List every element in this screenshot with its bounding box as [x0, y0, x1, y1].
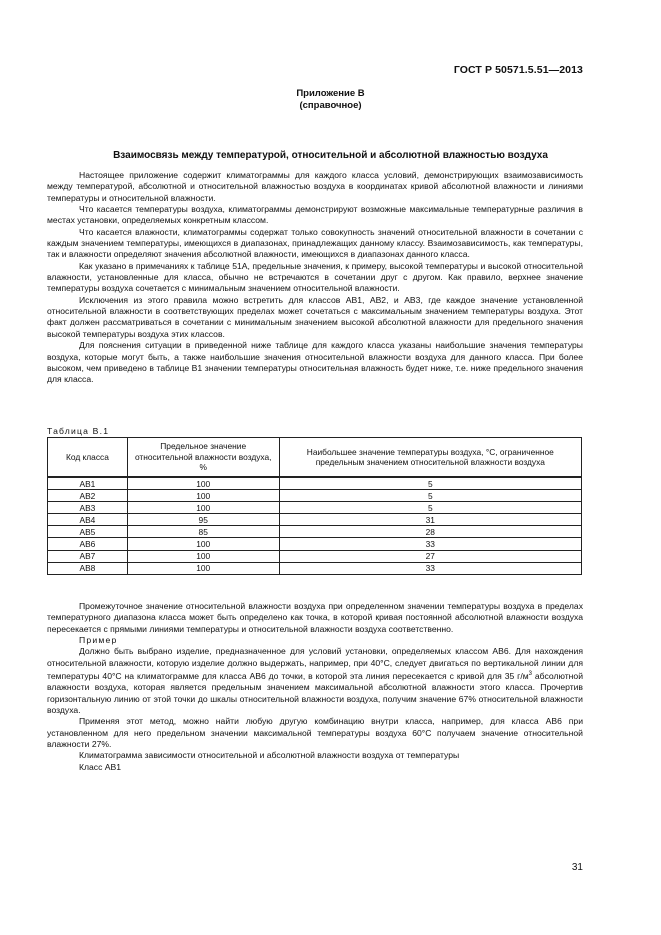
table-cell: 31: [279, 514, 581, 526]
table-cell: 100: [127, 490, 279, 502]
paragraph: Применяя этот метод, можно найти любую другую комбинацию внутри класса, например, для класса АВ6 при установленном для него предельном значении максимальной температуры воздуха 60°С получаем значение относительной влажности 27%.: [47, 716, 583, 749]
table-cell: АВ2: [48, 490, 128, 502]
class-label: Класс АВ1: [79, 761, 122, 772]
table-cell: АВ6: [48, 538, 128, 550]
example-paragraph: [47, 646, 583, 716]
table-cell: АВ3: [48, 502, 128, 514]
table-cell: 5: [279, 477, 581, 490]
table-cell: 5: [279, 490, 581, 502]
superscript: 3: [528, 671, 532, 678]
example-text: абсолютной влажности воздуха, которая является предельным значением максимальной абсолютной влажности этого класса. Прочертив горизонтальную линию от этой точки до шкалы относительной влажности воздуха, получим значение 67% относительной влажности воздуха.: [47, 670, 584, 715]
example-text: Должно быть выбрано изделие, предназначенное для условий установки, определяемых классом АВ6. Для нахождения относительной влажности, которую изделие должно выдержать, например, при 40°С, следует двигаться по вертикальной линии для температуры 40°С на климатограмме для класса АВ6 до точки, в которой эта линия пересекается с кривой для 35 г/м: [47, 646, 583, 681]
column-header: Наибольшее значение температуры воздуха, °С, ограниченное предельным значением относительной влажности воздуха: [279, 438, 581, 478]
document-code: ГОСТ Р 50571.5.51—2013: [453, 64, 583, 76]
table-cell: АВ4: [48, 514, 128, 526]
table-cell: 100: [127, 562, 279, 574]
explanation-text: [47, 601, 583, 773]
table-row: [48, 538, 582, 550]
table-cell: АВ8: [48, 562, 128, 574]
table-cell: 28: [279, 526, 581, 538]
column-header: Код класса: [48, 438, 128, 478]
table-row: [48, 550, 582, 562]
paragraph: Для пояснения ситуации в приведенной ниже таблице для каждого класса указаны наибольшие значения температуры воздуха, которые могут быть, а также наибольшие значения относительной влажности воздуха для данного класса. При более высоком, чем приведено в таблице В1 значении температуры относительная влажность будет ниже, т.е. ниже предельного значения для класса.: [47, 340, 583, 385]
table-row: [48, 526, 582, 538]
table-cell: 95: [127, 514, 279, 526]
annex-heading: [0, 88, 661, 112]
table-cell: 27: [279, 550, 581, 562]
paragraph: Исключения из этого правила можно встретить для классов АВ1, АВ2, и АВ3, где каждое значение установленной относительной влажности в соответствующих пределах может сочетаться с максимальным значением температуры воздуха. Этот факт должен рассматриваться в сочетании с минимальным значением высокой абсолютной влажности для предельного значения высокой температуры воздуха этих классов.: [47, 294, 583, 339]
paragraph: Как указано в примечаниях к таблице 51А, предельные значения, к примеру, высокой температуры и высокой относительной влажности, установленные для класса, обычно не встречаются в сочетании друг с другом. Как правило, верхнее значение температуры воздуха сочетается с минимальным значением относительной влажности.: [47, 260, 583, 294]
table-cell: 100: [127, 477, 279, 490]
paragraph: Промежуточное значение относительной влажности воздуха при определенном значении температуры воздуха в пределах температурного диапазона класса может быть определено как точка, в которой кривая постоянной абсолютной влажности воздуха пересекается с прямыми линиями температуры и относительной влажности воздуха соответственно.: [47, 601, 583, 634]
paragraph: Что касается влажности, климатограммы содержат только совокупность значений относительной влажности в сочетании с каждым значением температуры, имеющихся в диапазонах, принадлежащих данному классу. Взаимозависимость, как температуры, так и влажности определяют значения абсолютной влажности, имеющихся в диапазонах данного класса.: [47, 226, 583, 260]
table-row: [48, 477, 582, 490]
annex-note: (справочное): [299, 100, 362, 111]
table-cell: АВ5: [48, 526, 128, 538]
table-cell: 100: [127, 550, 279, 562]
section-title: Взаимосвязь между температурой, относительной и абсолютной влажностью воздуха: [113, 150, 548, 161]
data-table: [47, 437, 582, 575]
table-cell: 85: [127, 526, 279, 538]
table-cell: АВ7: [48, 550, 128, 562]
table-cell: 100: [127, 538, 279, 550]
table-cell: 33: [279, 538, 581, 550]
intro-text: [47, 170, 583, 386]
annex-title: Приложение В: [296, 88, 365, 99]
table-cell: АВ1: [48, 477, 128, 490]
column-header: Предельное значение относительной влажности воздуха, %: [127, 438, 279, 478]
example-label: Пример: [79, 635, 118, 646]
table-caption: Таблица В.1: [47, 426, 110, 436]
table-cell: 5: [279, 502, 581, 514]
chart-caption: Климатограмма зависимости относительной и абсолютной влажности воздуха от температуры: [79, 750, 460, 761]
table-row: [48, 502, 582, 514]
table-cell: 100: [127, 502, 279, 514]
paragraph: Что касается температуры воздуха, климатограммы демонстрируют возможные максимальные температурные различия в местах установки, определяемых конкретным классом.: [47, 204, 583, 226]
table-row: [48, 514, 582, 526]
table-row: [48, 490, 582, 502]
paragraph: Настоящее приложение содержит климатограммы для каждого класса условий, демонстрирующих взаимозависимость между температурой, абсолютной и относительной влажностью воздуха в координатах кривой абсолютной влажности и линиями температуры и относительной влажности.: [47, 170, 583, 203]
page-number: 31: [571, 862, 583, 873]
table-row: [48, 562, 582, 574]
table-header-row: [48, 438, 582, 478]
table-cell: 33: [279, 562, 581, 574]
